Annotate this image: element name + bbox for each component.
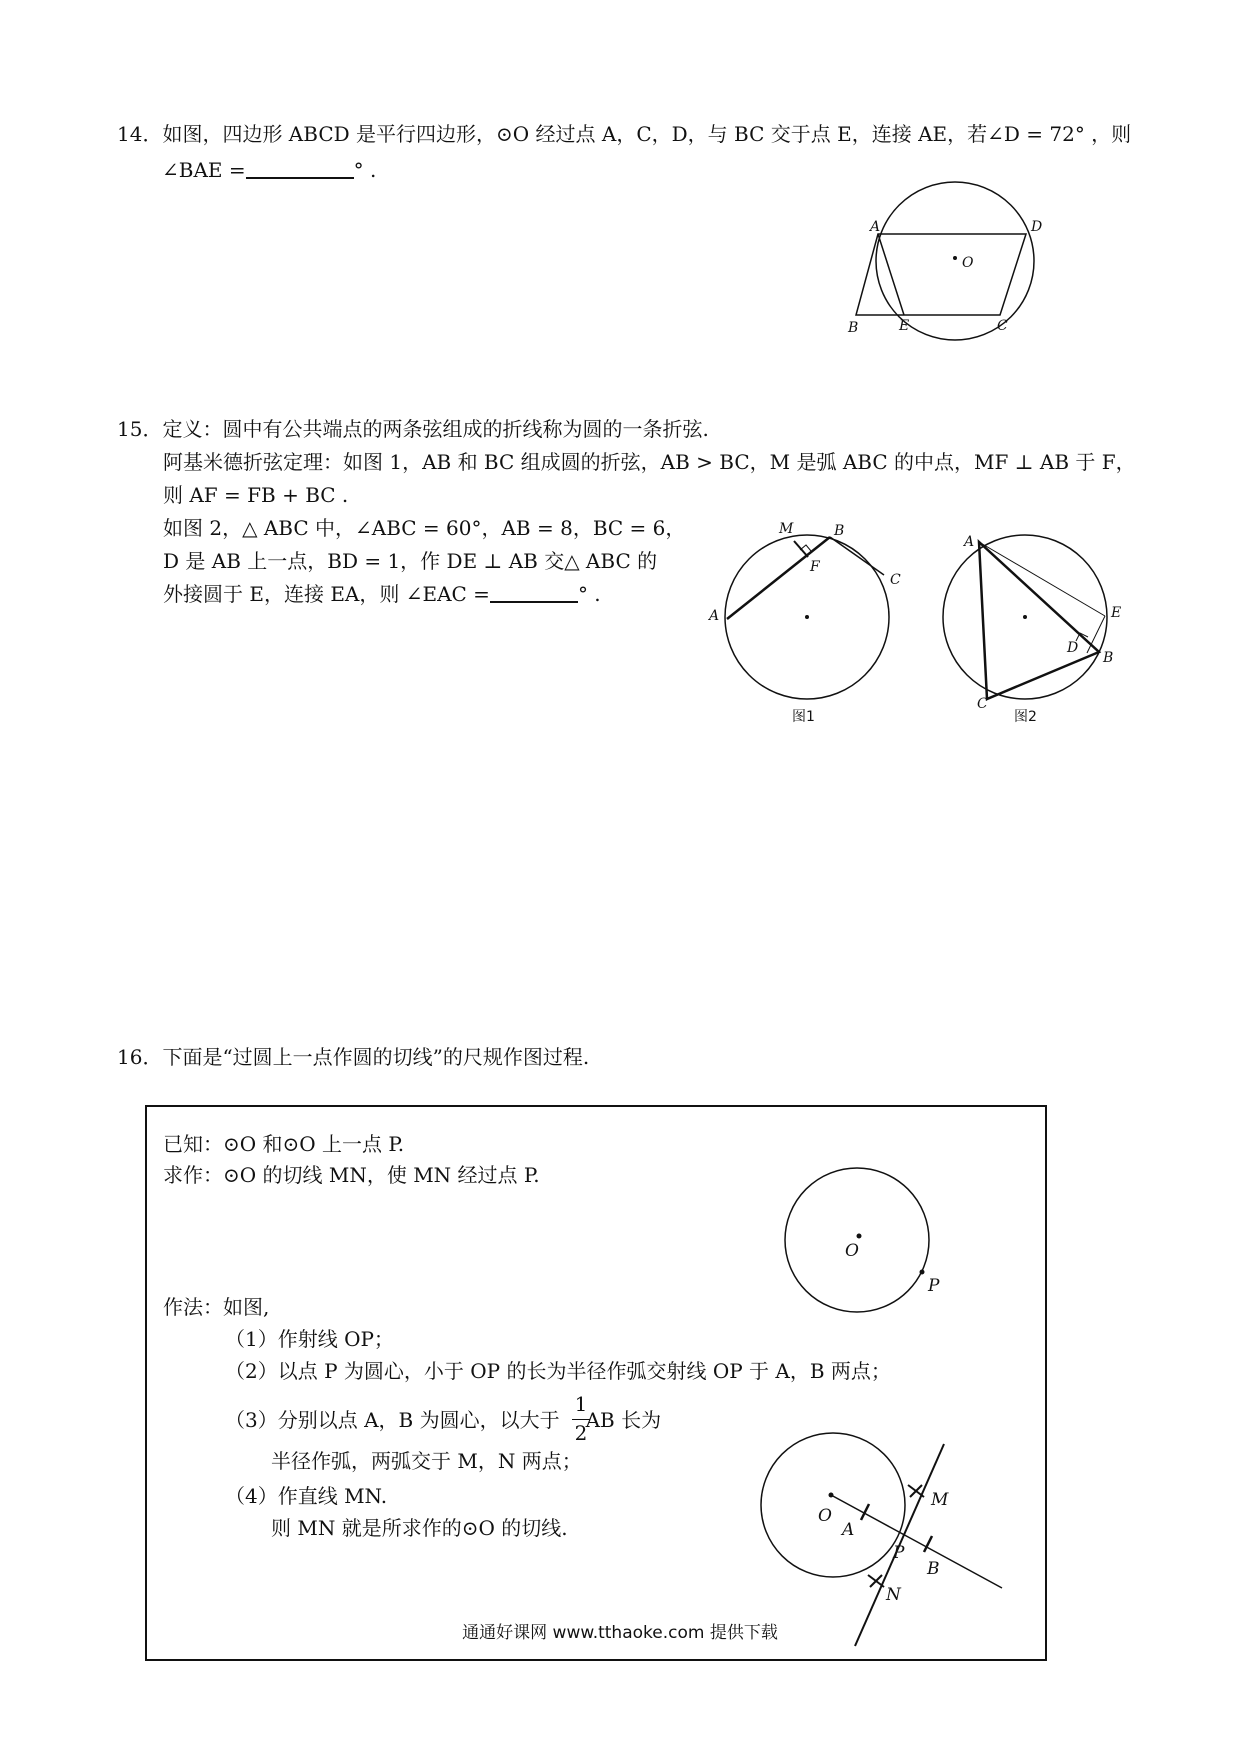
q14-label-b: B — [848, 320, 859, 336]
q14-line2-pre: ∠BAE = — [162, 158, 246, 182]
q15-figure2 — [943, 535, 1107, 699]
fig2-label-b: B — [1103, 650, 1114, 666]
q14-segment-ae — [878, 234, 904, 315]
q14-label-c: C — [997, 318, 1008, 334]
q14-line2 — [162, 158, 376, 182]
fig1-right-angle — [800, 545, 811, 551]
q16-title: 16．下面是“过圆上一点作圆的切线”的尺规作图过程. — [117, 1045, 590, 1069]
q16-fraction-numerator: 1 — [574, 1392, 588, 1416]
fig1-label-f: F — [810, 559, 820, 575]
fig1-circle — [725, 535, 889, 699]
fig2-label-a: A — [964, 534, 975, 550]
q14-label-a: A — [870, 219, 881, 235]
footer-source: 通通好课网 www.tthaoke.com 提供下载 — [462, 1623, 778, 1643]
fig2-label-d: D — [1067, 640, 1079, 656]
q15-line2: 阿基米德折弦定理：如图 1，AB 和 BC 组成圆的折弦，AB > BC，M 是弧 ABC 的中点，MF ⊥ AB 于 F， — [163, 450, 1136, 474]
q14-answer-blank — [246, 159, 354, 179]
q16-known: 已知：⊙O 和⊙O 上一点 P. — [163, 1132, 405, 1156]
q16-method: 作法：如图, — [163, 1295, 270, 1319]
fig2-label-e: E — [1111, 605, 1122, 621]
q15-line6-post: ° . — [577, 582, 601, 606]
fig2-triangle-abc — [979, 542, 1099, 699]
fig1-label-m: M — [779, 521, 794, 537]
q14-figure — [856, 182, 1034, 340]
q16-find: 求作：⊙O 的切线 MN，使 MN 经过点 P. — [163, 1163, 540, 1187]
q16-step3-cont: 半径作弧，两弧交于 M，N 两点； — [271, 1449, 582, 1473]
fig1-label-b: B — [834, 523, 845, 539]
fig2-segment-ae — [979, 542, 1105, 616]
q16-bottom-label-m: M — [931, 1490, 949, 1510]
fig2-center-dot — [1023, 615, 1027, 619]
q16-top-label-o: O — [845, 1241, 859, 1261]
q16-top-label-p: P — [928, 1276, 940, 1296]
q15-line5: D 是 AB 上一点，BD = 1，作 DE ⊥ AB 交△ ABC 的 — [163, 549, 658, 573]
q16-step3-post: AB 长为 — [585, 1408, 662, 1432]
q16-bottom-label-n: N — [886, 1585, 901, 1605]
q16-step1: （1）作射线 OP； — [225, 1327, 394, 1351]
q15-figure1 — [725, 535, 889, 699]
q14-label-o: O — [962, 255, 974, 271]
q16-bottom-label-b: B — [927, 1559, 940, 1579]
q15-line4: 如图 2，△ ABC 中，∠ABC = 60°，AB = 8，BC = 6， — [163, 516, 686, 540]
q15-line6 — [163, 582, 601, 606]
q14-label-d: D — [1031, 219, 1043, 235]
q15-line6-pre: 外接圆于 E，连接 EA，则 ∠EAC = — [163, 582, 490, 606]
q15-line1: 15．定义：圆中有公共端点的两条弦组成的折线称为圆的一条折弦. — [117, 417, 709, 441]
q16-step3 — [225, 1408, 661, 1432]
q15-answer-blank — [490, 583, 578, 603]
q16-fraction-denominator: 2 — [574, 1421, 588, 1445]
q15-line3: 则 AF = FB + BC . — [163, 483, 349, 507]
fig2-caption: 图2 — [1014, 709, 1037, 725]
q14-circle-o — [876, 182, 1034, 340]
fig1-chord-ab — [727, 537, 830, 619]
q14-label-e: E — [899, 318, 910, 334]
q16-construction-box — [145, 1105, 1047, 1661]
fig1-center-dot — [805, 615, 809, 619]
fig1-chord-bc — [830, 537, 884, 575]
q14-parallelogram — [856, 234, 1026, 315]
fig2-right-angle — [1076, 633, 1088, 641]
q14-line2-post: ° . — [353, 158, 377, 182]
fig2-circle — [943, 535, 1107, 699]
q16-bottom-label-p: P — [893, 1543, 905, 1563]
q16-step3-pre: （3）分别以点 A，B 为圆心，以大于 — [225, 1408, 560, 1432]
fig1-label-c: C — [890, 572, 901, 588]
fig2-label-c: C — [977, 696, 988, 712]
q16-bottom-label-a: A — [842, 1520, 855, 1540]
q16-bottom-label-o: O — [818, 1506, 832, 1526]
fig2-segment-de — [1087, 616, 1105, 653]
q16-conclusion: 则 MN 就是所求作的⊙O 的切线. — [271, 1516, 568, 1540]
fig1-label-a: A — [709, 608, 720, 624]
q16-step2: （2）以点 P 为圆心，小于 OP 的长为半径作弧交射线 OP 于 A，B 两点； — [225, 1359, 891, 1383]
fig1-segment-mf — [794, 541, 808, 557]
fig1-caption: 图1 — [792, 709, 815, 725]
q16-step4: （4）作直线 MN. — [225, 1484, 388, 1508]
q14-line1: 14．如图，四边形 ABCD 是平行四边形，⊙O 经过点 A，C，D，与 BC 交于点 E，连接 AE，若∠D = 72° ，则 — [117, 122, 1132, 146]
q16-fraction-bar — [572, 1419, 590, 1420]
q14-center-dot — [953, 256, 957, 260]
